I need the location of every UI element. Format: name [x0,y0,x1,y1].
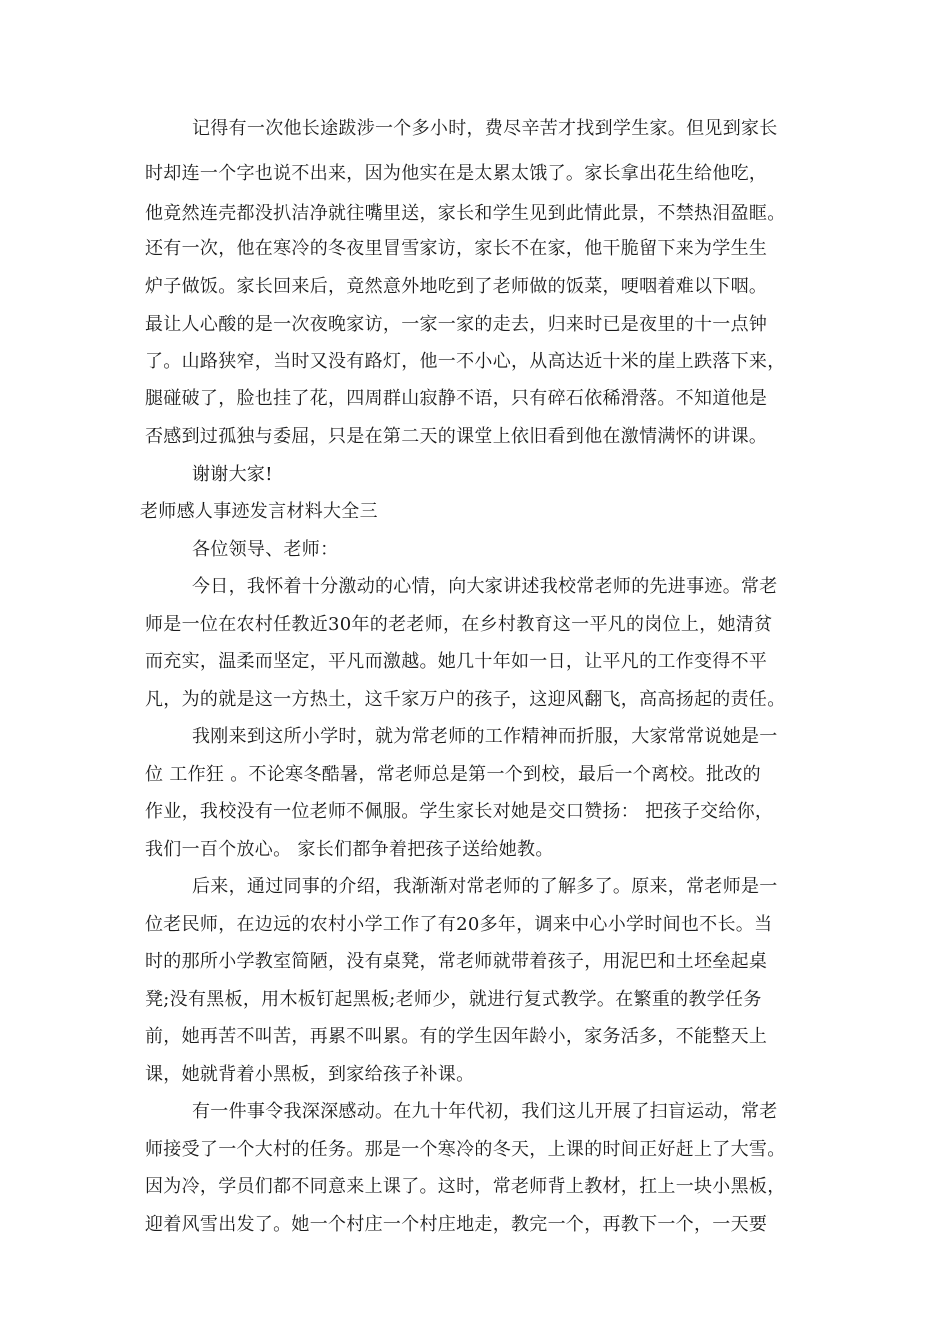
salutation-line: 各位领导、老师： [192,539,339,560]
paragraph-line: 还有一次，他在寒冷的冬夜里冒雪家访，家长不在家，他干脆留下来为学生生 [145,238,768,259]
paragraph-line: 课，她就背着小黑板，到家给孩子补课。 [145,1064,475,1085]
paragraph-line: 时的那所小学教室简陋，没有桌凳，常老师就带着孩子，用泥巴和土坯垒起桌 [145,951,768,972]
paragraph-line: 否感到过孤独与委屈，只是在第二天的课堂上依旧看到他在激情满怀的讲课。 [145,426,768,447]
paragraph-line: 最让人心酸的是一次夜晚家访，一家一家的走去，归来时已是夜里的十一点钟 [145,314,768,335]
paragraph-line: 作业，我校没有一位老师不佩服。学生家长对她是交口赞扬： 把孩子交给你， [145,801,774,822]
paragraph-line: 迎着风雪出发了。她一个村庄一个村庄地走，教完一个，再教下一个，一天要 [145,1214,768,1235]
paragraph-line: 而充实，温柔而坚定，平凡而激越。她几十年如一日，让平凡的工作变得不平 [145,651,768,672]
closing-line: 谢谢大家! [192,464,273,485]
paragraph-line: 凡，为的就是这一方热土，这千家万户的孩子，这迎风翻飞，高高扬起的责任。 [145,689,786,710]
paragraph-line: 炉子做饭。家长回来后，竟然意外地吃到了老师做的饭菜，哽咽着难以下咽。 [145,276,768,297]
paragraph-line: 时却连一个字也说不出来，因为他实在是太累太饿了。家长拿出花生给他吃， [145,163,768,184]
paragraph-line: 我刚来到这所小学时，就为常老师的工作精神而折服，大家常常说她是一 [192,726,778,747]
paragraph-line: 今日，我怀着十分激动的心情，向大家讲述我校常老师的先进事迹。常老 [192,576,778,597]
section-heading: 老师感人事迹发言材料大全三 [140,501,378,522]
paragraph-line: 腿碰破了，脸也挂了花，四周群山寂静不语，只有碎石依稀滑落。不知道他是 [145,388,768,409]
paragraph-line: 有一件事令我深深感动。在九十年代初，我们这儿开展了扫盲运动，常老 [192,1101,778,1122]
paragraph-line: 记得有一次他长途跋涉一个多小时，费尽辛苦才找到学生家。但见到家长 [192,118,778,139]
paragraph-line: 师接受了一个大村的任务。那是一个寒冷的冬天，上课的时间正好赶上了大雪。 [145,1139,786,1160]
paragraph-line: 前，她再苦不叫苦，再累不叫累。有的学生因年龄小，家务活多，不能整天上 [145,1026,768,1047]
paragraph-line: 我们一百个放心。 家长们都争着把孩子送给她教。 [145,839,554,860]
paragraph-line: 位 工作狂 。不论寒冬酷暑，常老师总是第一个到校，最后一个离校。批改的 [145,764,761,785]
paragraph-line: 位老民师，在边远的农村小学工作了有20多年，调来中心小学时间也不长。当 [145,914,773,935]
paragraph-line: 后来，通过同事的介绍，我渐渐对常老师的了解多了。原来，常老师是一 [192,876,778,897]
paragraph-line: 因为冷，学员们都不同意来上课了。这时，常老师背上教材，扛上一块小黑板， [145,1176,786,1197]
paragraph-line: 凳;没有黑板，用木板钉起黑板;老师少，就进行复式教学。在繁重的教学任务 [145,989,762,1010]
paragraph-line: 了。山路狭窄，当时又没有路灯，他一不小心，从高达近十米的崖上跌落下来， [145,351,786,372]
paragraph-line: 他竟然连壳都没扒洁净就往嘴里送，家长和学生见到此情此景，不禁热泪盈眶。 [145,203,786,224]
paragraph-line: 师是一位在农村任教近30年的老老师，在乡村教育这一平凡的岗位上，她清贫 [145,614,773,635]
